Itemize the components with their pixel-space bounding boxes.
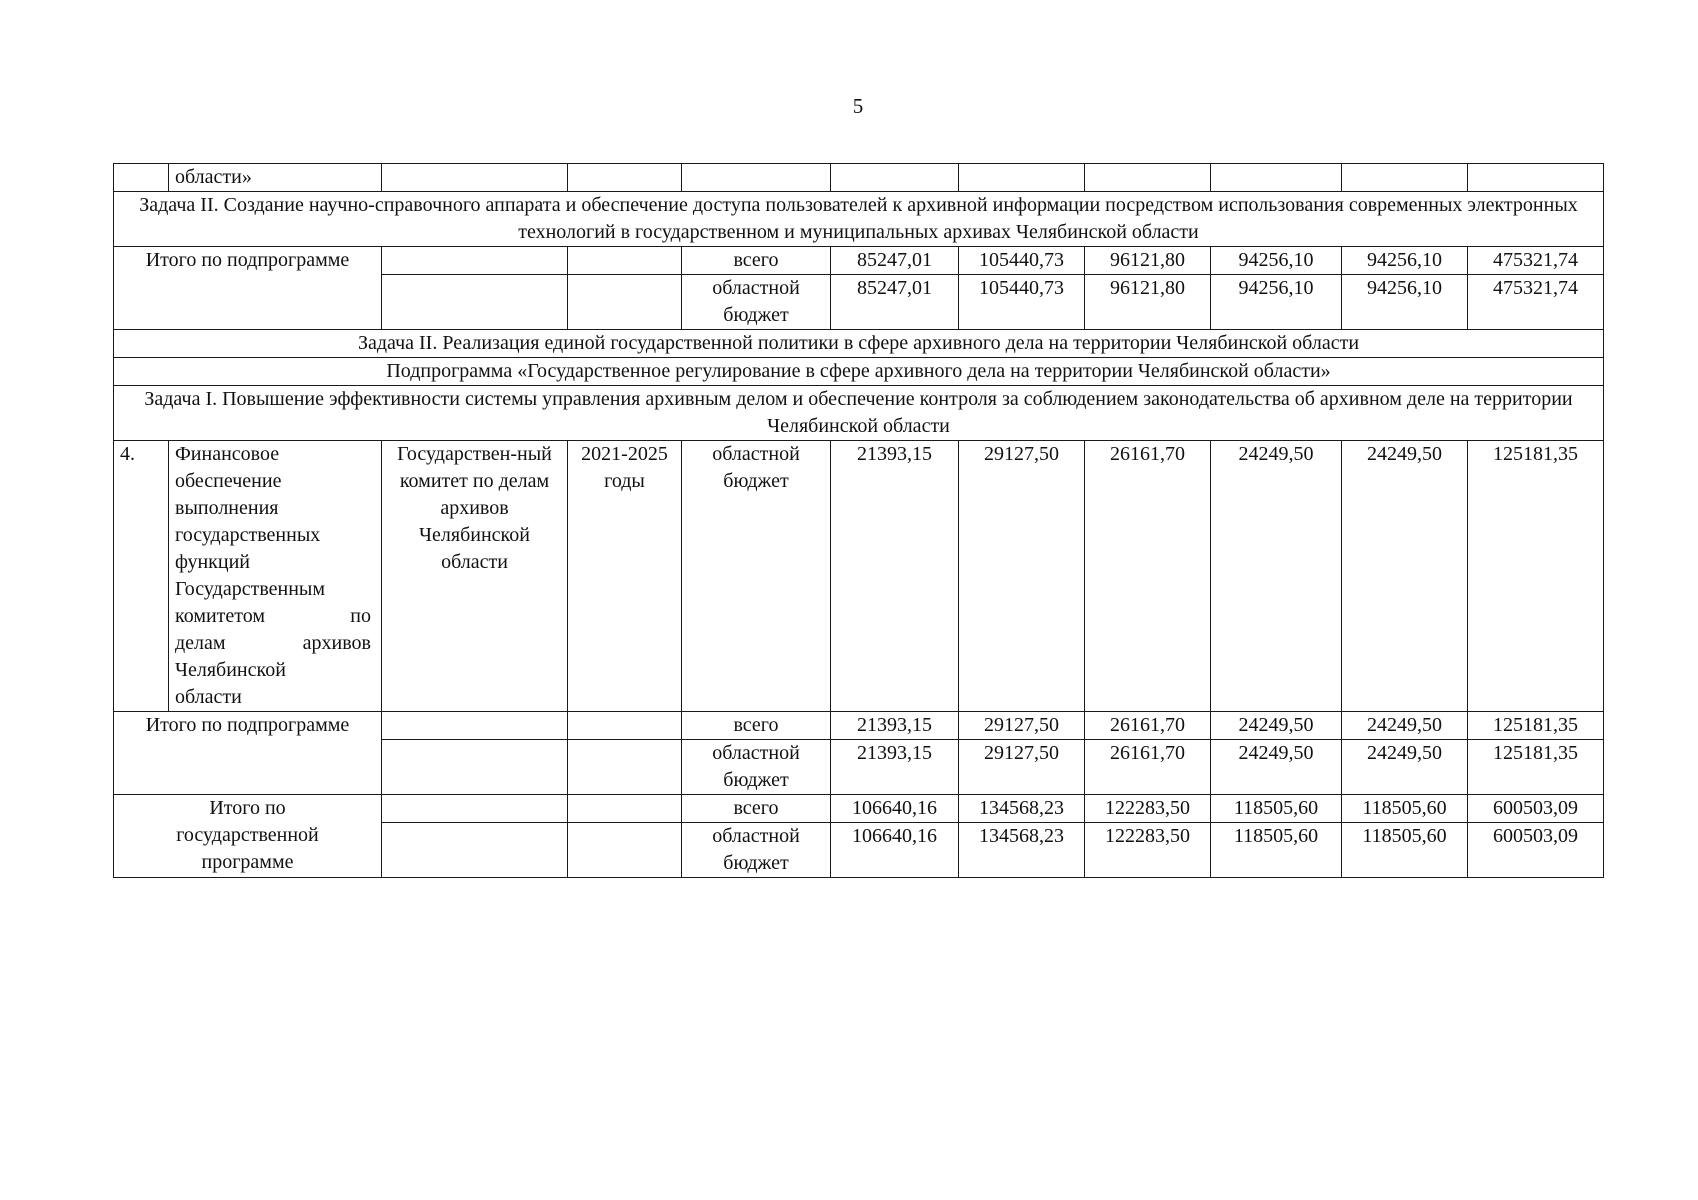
item-number: 4. (114, 441, 169, 712)
item-name-line: комитетом по (175, 605, 371, 627)
subprogram-heading: Подпрограмма «Государственное регулирование в сфере архивного дела на территории Челябинской области» (114, 358, 1604, 386)
table-row (114, 441, 1604, 712)
period: 2021-2025 годы (568, 441, 682, 712)
value-2025: 94256,10 (1342, 275, 1468, 330)
section-heading-row (114, 358, 1604, 386)
table-cell: области» (169, 164, 382, 192)
value-2021: 106640,16 (831, 795, 959, 823)
table-cell (1342, 164, 1468, 192)
table-cell (568, 247, 682, 275)
value-total: 475321,74 (1468, 275, 1604, 330)
value-2021: 21393,15 (831, 441, 959, 712)
table-cell (568, 164, 682, 192)
table-cell (382, 275, 568, 330)
task-heading: Задача II. Реализация единой государственной политики в сфере архивного дела на территории Челябинской области (114, 330, 1604, 358)
value-2023: 26161,70 (1085, 740, 1211, 795)
value-total: 600503,09 (1468, 795, 1604, 823)
subtotal-label: Итого по подпрограмме (114, 247, 382, 330)
table-cell (568, 795, 682, 823)
value-2023: 122283,50 (1085, 795, 1211, 823)
executor: Государствен-ный комитет по делам архивов Челябинской области (382, 441, 568, 712)
value-2021: 85247,01 (831, 275, 959, 330)
table-cell (382, 795, 568, 823)
table-cell (1468, 164, 1604, 192)
value-2021: 85247,01 (831, 247, 959, 275)
table-cell (682, 164, 831, 192)
funding-source: областной бюджет (682, 740, 831, 795)
value-2023: 26161,70 (1085, 441, 1211, 712)
section-heading-row (114, 386, 1604, 441)
total-row (114, 795, 1604, 823)
value-total: 125181,35 (1468, 712, 1604, 740)
table-cell (568, 712, 682, 740)
budget-table (113, 163, 1604, 878)
table-cell (382, 712, 568, 740)
item-name-line: выполнения (175, 497, 279, 519)
funding-source: областной бюджет (682, 823, 831, 878)
value-total: 475321,74 (1468, 247, 1604, 275)
task-heading: Задача II. Создание научно-справочного аппарата и обеспечение доступа пользователей к архивной информации посредством использования современных электронных технологий в государственном и муниципальных архивах Челябинской области (114, 192, 1604, 247)
table-cell (382, 740, 568, 795)
value-2025: 24249,50 (1342, 441, 1468, 712)
item-name-line: делам архивов (175, 632, 371, 654)
value-2022: 29127,50 (959, 712, 1085, 740)
table-cell (114, 164, 169, 192)
value-2025: 24249,50 (1342, 740, 1468, 795)
section-heading-row (114, 330, 1604, 358)
value-2024: 24249,50 (1211, 441, 1342, 712)
value-2024: 118505,60 (1211, 795, 1342, 823)
value-2025: 24249,50 (1342, 712, 1468, 740)
value-2025: 94256,10 (1342, 247, 1468, 275)
value-total: 125181,35 (1468, 441, 1604, 712)
task-heading: Задача I. Повышение эффективности системы управления архивным делом и обеспечение контроля за соблюдением законодательства об архивном деле на территории Челябинской области (114, 386, 1604, 441)
item-name-line: Государственным (175, 578, 326, 600)
table-cell (1211, 164, 1342, 192)
value-total: 125181,35 (1468, 740, 1604, 795)
value-2024: 118505,60 (1211, 823, 1342, 878)
value-2025: 118505,60 (1342, 795, 1468, 823)
value-2021: 21393,15 (831, 740, 959, 795)
table-row (114, 164, 1604, 192)
value-2024: 24249,50 (1211, 740, 1342, 795)
table-cell (568, 275, 682, 330)
value-2024: 94256,10 (1211, 275, 1342, 330)
value-2022: 105440,73 (959, 247, 1085, 275)
item-name-line: функций (175, 551, 250, 573)
table-cell (1085, 164, 1211, 192)
value-2022: 29127,50 (959, 441, 1085, 712)
section-heading-row (114, 192, 1604, 247)
value-2022: 29127,50 (959, 740, 1085, 795)
value-2024: 94256,10 (1211, 247, 1342, 275)
value-2024: 24249,50 (1211, 712, 1342, 740)
table-cell (959, 164, 1085, 192)
program-total-label: Итого по государственной программе (114, 795, 382, 878)
value-2023: 96121,80 (1085, 247, 1211, 275)
value-2021: 21393,15 (831, 712, 959, 740)
item-name-line: обеспечение (175, 470, 282, 492)
funding-source: областной бюджет (682, 275, 831, 330)
table-cell (568, 740, 682, 795)
table-cell (568, 823, 682, 878)
funding-source: всего (682, 795, 831, 823)
subtotal-label: Итого по подпрограмме (114, 712, 382, 795)
item-name (169, 441, 382, 712)
funding-source: областной бюджет (682, 441, 831, 712)
item-name-line: Челябинской (175, 659, 286, 681)
value-2023: 96121,80 (1085, 275, 1211, 330)
table-cell (382, 823, 568, 878)
table-cell (382, 164, 568, 192)
value-2025: 118505,60 (1342, 823, 1468, 878)
value-2023: 26161,70 (1085, 712, 1211, 740)
value-2023: 122283,50 (1085, 823, 1211, 878)
subtotal-row (114, 247, 1604, 275)
item-name-line: области (175, 686, 242, 708)
value-total: 600503,09 (1468, 823, 1604, 878)
funding-source: всего (682, 712, 831, 740)
item-name-line: государственных (175, 524, 321, 546)
subtotal-row (114, 712, 1604, 740)
value-2021: 106640,16 (831, 823, 959, 878)
table-cell (831, 164, 959, 192)
page-number: 5 (852, 94, 864, 118)
table-cell (382, 247, 568, 275)
value-2022: 105440,73 (959, 275, 1085, 330)
funding-source: всего (682, 247, 831, 275)
value-2022: 134568,23 (959, 795, 1085, 823)
value-2022: 134568,23 (959, 823, 1085, 878)
item-name-line: Финансовое (175, 443, 280, 465)
